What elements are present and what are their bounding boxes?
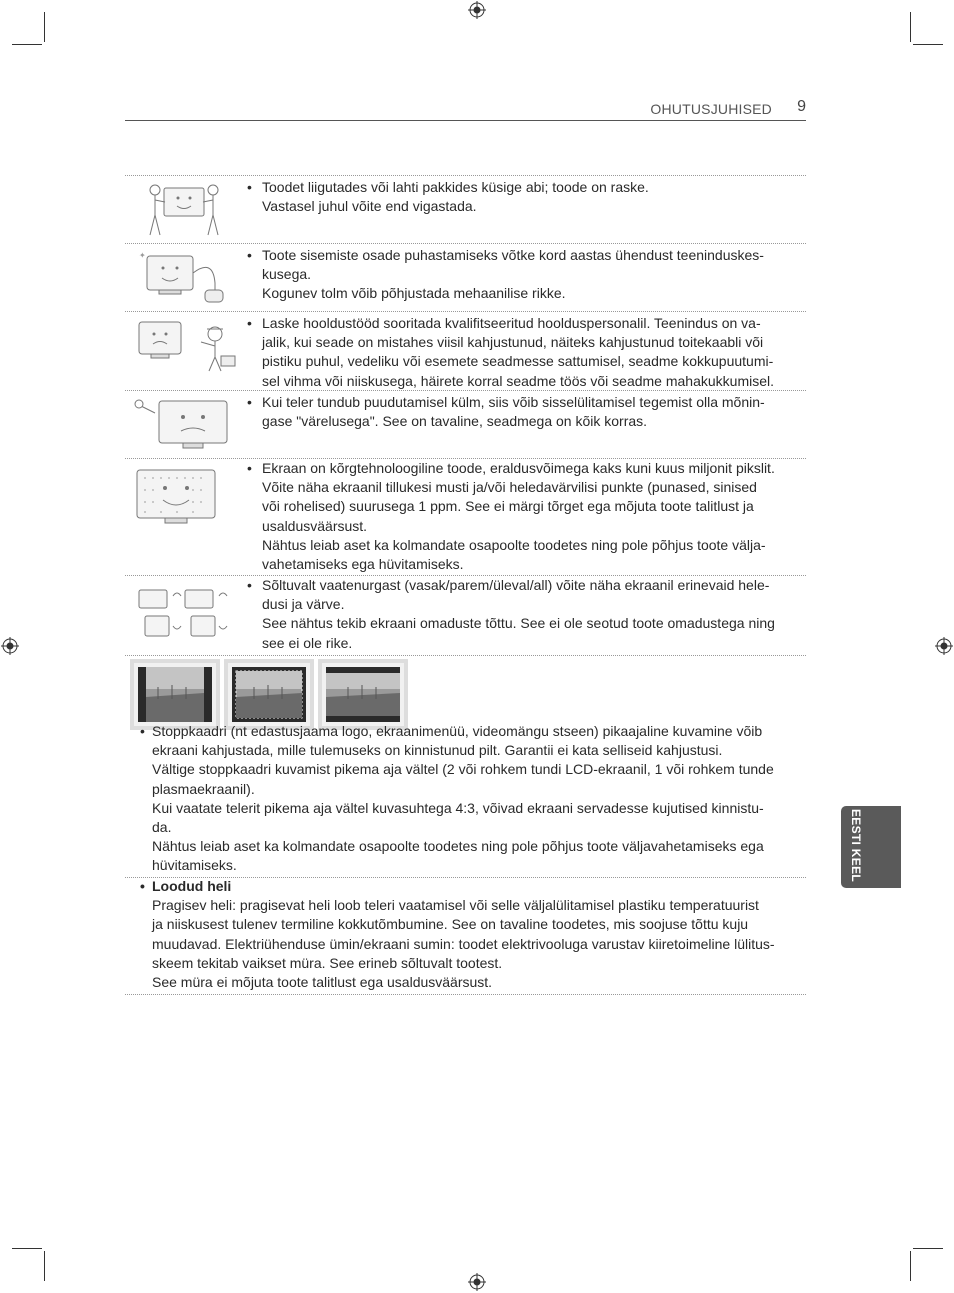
item-text: usaldusväärsust.: [262, 517, 368, 534]
item-text: see ei ole rike.: [262, 634, 353, 651]
item-text: See nähtus tekib ekraani omaduste tõttu. See ei ole seotud toote omadustega ning: [262, 615, 775, 632]
crop-mark: [12, 1248, 42, 1249]
tv-cold-touch-icon: [129, 395, 239, 455]
tv-viewing-angles-icon: [129, 584, 239, 644]
item-text: skeem tekitab vaikset müra. See erineb sõltuvalt tootest.: [152, 954, 503, 971]
item-text: da.: [152, 819, 172, 836]
item-text: Stoppkaadri (nt edastusjaama logo, ekraanimenüü, videomängu stseen) pikaajaline kuvamine võib: [152, 723, 763, 739]
safety-item: [125, 311, 806, 390]
item-text: Sõltuvalt vaatenurgast (vasak/parem/üleval/all) võite näha ekraanil erinevaid hele-: [262, 577, 770, 593]
language-tab-label: EESTI KEEL: [849, 809, 863, 883]
item-text: Kui teler tundub puudutamisel külm, siis võib sisselülitamisel tegemist olla mõnin-: [262, 394, 765, 410]
bullet: •: [247, 460, 252, 476]
item-text: dusi ja värve.: [262, 596, 345, 613]
sound-title: Loodud heli: [152, 878, 232, 894]
item-text: Vastasel juhul võite end vigastada.: [262, 198, 477, 215]
section-divider: [125, 994, 806, 995]
item-text: Nähtus leiab aset ka kolmandate osapoolte toodetes ning pole põhjus toote välja-: [262, 536, 766, 553]
item-text: või rohelised) suurusega 1 ppm. See ei märgi tõrget ega mõjuta toote talitlust ja: [262, 498, 754, 515]
item-text: Vältige stoppkaadri kuvamist pikema aja vältel (2 või rohkem tundi LCD-ekraanil, 1 või rohkem tunde: [152, 761, 774, 778]
item-text: Nähtus leiab aset ka kolmandate osapoolte toodetes ning pole põhjus toote väljavahetamiseks ega: [152, 838, 764, 855]
item-text: ekraani kahjustada, mille tulemuseks on kinnistunud pilt. Garantii ei kata selliseid kahjustusi.: [152, 742, 723, 759]
bullet: •: [140, 878, 145, 894]
crop-mark: [910, 12, 911, 42]
item-text: hüvitamiseks.: [152, 857, 237, 874]
item-text: See müra ei mõjuta toote talitlust ega usaldusväärsust.: [152, 974, 493, 991]
language-tab: [841, 806, 901, 888]
item-text: jalik, kui seade on mistahes viisil kahjustunud, näiteks kahjustunud toitekaabli või: [262, 334, 764, 351]
item-text: pistiku puhul, vedeliku või esemete seadmesse sattumisel, seadme kokkupuutumi-: [262, 353, 774, 370]
sound-text: [140, 877, 940, 992]
item-text: Võite näha ekraanil tillukesi musti ja/või heledavärvilisi punkte (punased, sinised: [262, 479, 757, 496]
item-text: Laske hooldustööd sooritada kvalifitseeritud hoolduspersonalil. Teenindus on va-: [262, 315, 761, 331]
bullet: •: [247, 179, 252, 195]
item-text: Toote sisemiste osade puhastamiseks võtke kord aastas ühendust teeninduskes-: [262, 247, 764, 263]
tv-vacuum-cleaner-icon: [129, 248, 239, 308]
registration-mark-icon: [468, 1, 486, 19]
crop-mark: [44, 12, 45, 42]
page-header: [125, 96, 806, 121]
page-number: 9: [797, 98, 806, 115]
image-retention-text: [140, 722, 940, 876]
item-text: Pragisev heli: pragisevat heli loob teleri vaatamisel või selle väljalülitamisel plastiku temperatuurist: [152, 897, 759, 914]
item-text: Kui vaatate telerit pikema aja vältel kuvasuhtega 4:3, võivad ekraani servadesse kujutised kinnistu-: [152, 799, 764, 816]
item-text: vahetamiseks ega hüvitamiseks.: [262, 556, 464, 573]
safety-item: [125, 243, 806, 311]
registration-mark-icon: [935, 637, 953, 655]
tv-pixel-dots-icon: [129, 463, 239, 529]
item-text: plasmaekraanil).: [152, 780, 255, 797]
section-title: OHUTUSJUHISED: [650, 101, 772, 117]
registration-mark-icon: [1, 637, 19, 655]
registration-mark-icon: [468, 1273, 486, 1291]
safety-item: [125, 390, 806, 458]
item-text: kusega.: [262, 266, 312, 283]
image-retention-letterbox-icon: [318, 659, 408, 730]
two-people-carrying-tv-icon: [129, 180, 239, 240]
item-text: gase "värelusega". See on tavaline, seadmega on kõik korras.: [262, 413, 648, 430]
item-text: Kogunev tolm võib põhjustada mehaanilise rikke.: [262, 285, 566, 302]
item-text: Toodet liigutades või lahti pakkides küsige abi; toode on raske.: [262, 179, 649, 195]
crop-mark: [44, 1251, 45, 1281]
bullet: •: [140, 723, 145, 739]
crop-mark: [913, 1248, 943, 1249]
item-text: sel vihma või niiskusega, häirete korral seadme töös või seadme mahakukkumisel.: [262, 372, 775, 389]
image-retention-frame-icon: [224, 659, 314, 730]
bullet: •: [247, 577, 252, 593]
bullet: •: [247, 247, 252, 263]
item-text: ja niiskusest tulenev termiline kokkutõmbumine. See on tavaline toodetes, mis soojuse tõttu kuju: [152, 916, 749, 933]
safety-item: [125, 575, 806, 655]
tv-service-technician-icon: [129, 316, 239, 376]
bullet: •: [247, 394, 252, 410]
safety-item: [125, 458, 806, 575]
item-text: Ekraan on kõrgtehnoloogiline toode, eraldusvõimega kaks kuni kuus miljonit pikslit.: [262, 460, 775, 476]
crop-mark: [910, 1251, 911, 1281]
safety-item: [125, 175, 806, 243]
crop-mark: [12, 44, 42, 45]
image-retention-4-3-icon: [130, 659, 220, 730]
crop-mark: [913, 44, 943, 45]
bullet: •: [247, 315, 252, 331]
item-text: muudavad. Elektriühenduse ümin/ekraani sumin: toodet elektrivooluga varustav kiiretoimeline lülitus-: [152, 935, 775, 952]
svg-text:✦: ✦: [139, 251, 146, 260]
